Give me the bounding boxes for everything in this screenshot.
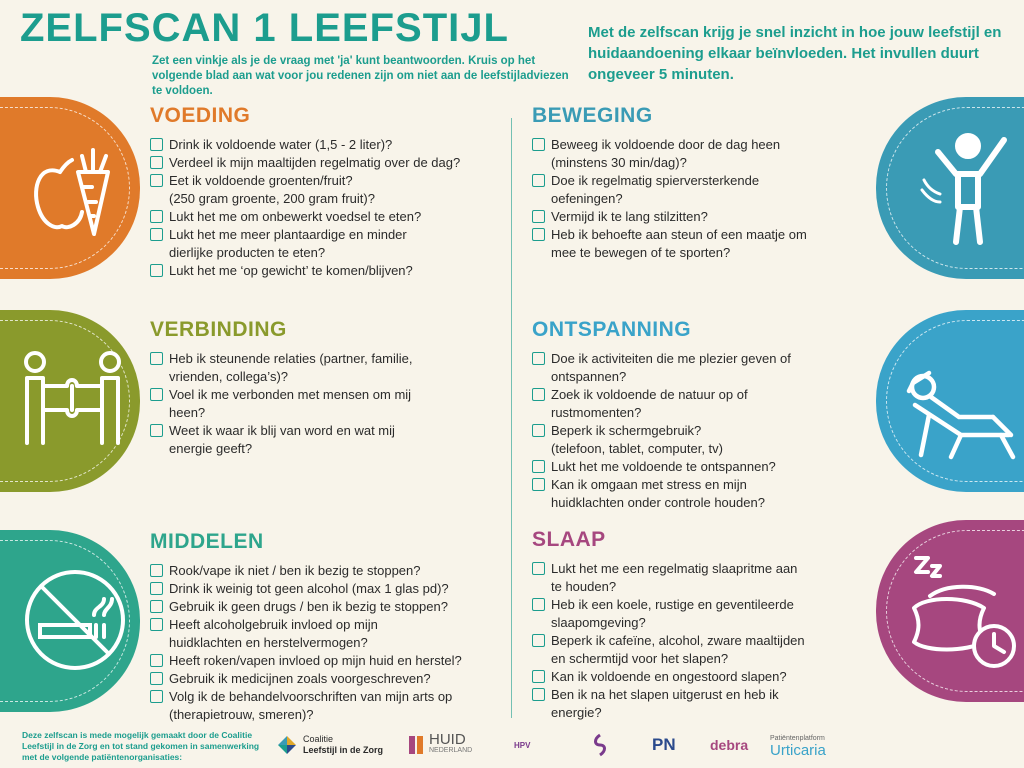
question-text: Weet ik waar ik blij van word en wat mij energie geeft?	[169, 423, 395, 456]
checklist-item	[532, 136, 897, 172]
pillow-clock-icon	[906, 548, 1024, 673]
question-text: Gebruik ik geen drugs / ben ik bezig te stoppen?	[169, 599, 448, 614]
checkbox[interactable]	[532, 388, 545, 401]
checkbox[interactable]	[532, 598, 545, 611]
checkbox[interactable]	[150, 672, 163, 685]
question-text: Lukt het me een regelmatig slaapritme aan te houden?	[551, 561, 798, 594]
question-text: Lukt het me voldoende te ontspannen?	[551, 459, 776, 474]
logo-text: Leefstijl in de Zorg	[303, 745, 384, 755]
checkbox[interactable]	[150, 352, 163, 365]
checklist-item	[532, 458, 897, 476]
checklist-item	[150, 580, 515, 598]
question-text: Lukt het me om onbewerkt voedsel te eten?	[169, 209, 422, 224]
checkbox[interactable]	[532, 562, 545, 575]
checklist-item	[532, 226, 897, 262]
checklist-item	[150, 562, 515, 580]
checkbox[interactable]	[150, 600, 163, 613]
section-title: MIDDELEN	[150, 530, 264, 553]
logo-pn	[652, 730, 676, 760]
checklist-item	[150, 262, 515, 280]
question-text: Gebruik ik medicijnen zoals voorgeschreven?	[169, 671, 431, 686]
question-text: Doe ik regelmatig spierversterkende oefeningen?	[551, 173, 760, 206]
question-text: Drink ik weinig tot geen alcohol (max 1 glas pd)?	[169, 581, 449, 596]
checklist-item	[150, 208, 515, 226]
logo-text: NEDERLAND	[429, 747, 473, 754]
checkbox[interactable]	[150, 228, 163, 241]
logo-debra	[710, 730, 748, 760]
exercise-person-icon	[918, 132, 1018, 247]
question-text: Heb ik steunende relaties (partner, familie, vrienden, collega’s)?	[169, 351, 413, 384]
section-title: VOEDING	[150, 104, 251, 127]
checkbox[interactable]	[150, 654, 163, 667]
checklist-item	[150, 670, 515, 688]
middelen-panel	[0, 530, 140, 712]
checklist-item	[532, 686, 897, 722]
question-text: Kan ik voldoende en ongestoord slapen?	[551, 669, 787, 684]
checkbox[interactable]	[532, 352, 545, 365]
section-slaap	[532, 528, 897, 722]
checkbox[interactable]	[532, 460, 545, 473]
apple-carrot-icon	[30, 142, 120, 237]
question-text: Ben ik na het slapen uitgerust en heb ik energie?	[551, 687, 779, 720]
section-ontspanning	[532, 318, 897, 512]
checklist-item	[532, 172, 897, 208]
question-text: Beperk ik schermgebruik? (telefoon, tablet, computer, tv)	[551, 423, 723, 456]
logo-text: Patiëntenplatform	[770, 735, 825, 742]
question-text: Vermijd ik te lang stilzitten?	[551, 209, 708, 224]
checkbox[interactable]	[532, 138, 545, 151]
checkbox[interactable]	[532, 210, 545, 223]
question-text: Lukt het me meer plantaardige en minder dierlijke producten te eten?	[169, 227, 407, 260]
lounge-chair-icon	[901, 365, 1024, 460]
question-text: Eet ik voldoende groenten/fruit? (250 gram groente, 200 gram fruit)?	[169, 173, 375, 206]
checklist-item	[150, 616, 515, 652]
section-voeding	[150, 104, 515, 280]
section-middelen	[150, 530, 515, 724]
checkbox[interactable]	[150, 618, 163, 631]
checklist-item	[532, 422, 897, 458]
checkbox[interactable]	[150, 138, 163, 151]
people-puzzle-icon	[15, 348, 130, 448]
checklist-item	[150, 172, 515, 208]
checkbox[interactable]	[150, 424, 163, 437]
huid-logo-icon	[408, 734, 426, 756]
logo-text: HPV	[514, 740, 531, 750]
logo-huid	[408, 730, 472, 760]
checklist-item	[532, 208, 897, 226]
checklist-item	[150, 350, 515, 386]
checklist-item	[532, 632, 897, 668]
section-title: SLAAP	[532, 528, 606, 551]
slaap-panel	[876, 520, 1024, 702]
checkbox[interactable]	[532, 670, 545, 683]
checklist-item	[150, 688, 515, 724]
section-title: VERBINDING	[150, 318, 287, 341]
checkbox[interactable]	[150, 210, 163, 223]
question-text: Drink ik voldoende water (1,5 - 2 liter)?	[169, 137, 393, 152]
question-text: Zoek ik voldoende de natuur op of rustmomenten?	[551, 387, 748, 420]
question-list	[532, 350, 897, 512]
question-text: Volg ik de behandelvoorschriften van mijn arts op (therapietrouw, smeren)?	[169, 689, 453, 722]
checkbox[interactable]	[532, 634, 545, 647]
logo-text: debra	[710, 737, 749, 753]
question-list	[150, 562, 515, 724]
question-text: Kan ik omgaan met stress en mijn huidklachten onder controle houden?	[551, 477, 765, 510]
checklist-item	[150, 154, 515, 172]
checkbox[interactable]	[150, 264, 163, 277]
question-text: Heb ik een koele, rustige en geventileerde slaapomgeving?	[551, 597, 794, 630]
checkbox[interactable]	[532, 478, 545, 491]
logo-text: Coalitie	[303, 734, 334, 744]
logo-coalitie	[276, 730, 383, 760]
question-text: Lukt het me ‘op gewicht’ te komen/blijven?	[169, 263, 413, 278]
section-title: ONTSPANNING	[532, 318, 692, 341]
checkbox[interactable]	[532, 424, 545, 437]
verbinding-panel	[0, 310, 140, 492]
logo-urticaria	[770, 730, 826, 760]
checklist-item	[150, 652, 515, 670]
voeding-panel	[0, 97, 140, 279]
question-list	[150, 350, 515, 458]
question-text: Beperk ik cafeïne, alcohol, zware maaltijden en schermtijd voor het slapen?	[551, 633, 805, 666]
question-text: Rook/vape ik niet / ben ik bezig te stoppen?	[169, 563, 421, 578]
logo-text: PN	[652, 735, 676, 754]
coalitie-logo-icon	[276, 734, 298, 756]
beweging-panel	[876, 97, 1024, 279]
checkbox[interactable]	[532, 688, 545, 701]
checklist-item	[532, 560, 897, 596]
section-beweging	[532, 104, 897, 262]
checklist-item	[532, 668, 897, 686]
ontspanning-panel	[876, 310, 1024, 492]
checkbox[interactable]	[532, 174, 545, 187]
psoriasis-logo-icon	[590, 733, 610, 757]
question-list	[532, 136, 897, 262]
checklist-item	[532, 350, 897, 386]
checkbox[interactable]	[150, 690, 163, 703]
intro-text: Met de zelfscan krijg je snel inzicht in hoe jouw leefstijl en huidaandoening elkaar beïnvloeden. Het invullen duurt ongeveer 5 minuten.	[588, 24, 1002, 83]
checkbox[interactable]	[150, 156, 163, 169]
logo-text: HUID	[429, 731, 466, 748]
instructions: Zet een vinkje als je de vraag met 'ja' kunt beantwoorden. Kruis op het volgende blad aan wat voor jou redenen zijn om niet aan de leefstijladviezen te voldoen.	[152, 55, 569, 97]
footer-text: Deze zelfscan is mede mogelijk gemaakt door de Coalitie Leefstijl in de Zorg en tot stand gekomen in samenwerking met de volgende patiëntenorganisaties:	[22, 730, 260, 762]
logo-psoriasis	[590, 730, 610, 760]
checklist-item	[532, 476, 897, 512]
checklist-item	[532, 386, 897, 422]
question-text: Heeft alcoholgebruik invloed op mijn huidklachten en herstelvermogen?	[169, 617, 378, 650]
no-smoking-icon	[20, 565, 130, 675]
logo-hpv	[514, 730, 530, 760]
checkbox[interactable]	[150, 388, 163, 401]
logo-text: Urticaria	[770, 742, 826, 759]
checklist-item	[532, 596, 897, 632]
question-text: Beweeg ik voldoende door de dag heen (minstens 30 min/dag)?	[551, 137, 781, 170]
checkbox[interactable]	[532, 228, 545, 241]
section-title: BEWEGING	[532, 104, 653, 127]
page-title: ZELFSCAN 1 LEEFSTIJL	[20, 6, 509, 50]
checklist-item	[150, 386, 515, 422]
checklist-item	[150, 136, 515, 154]
checklist-item	[150, 422, 515, 458]
question-text: Heeft roken/vapen invloed op mijn huid en herstel?	[169, 653, 462, 668]
question-text: Verdeel ik mijn maaltijden regelmatig over de dag?	[169, 155, 461, 170]
checklist-item	[150, 226, 515, 262]
question-text: Voel ik me verbonden met mensen om mij heen?	[169, 387, 412, 420]
checkbox[interactable]	[150, 564, 163, 577]
question-text: Heb ik behoefte aan steun of een maatje om mee te bewegen of te sporten?	[551, 227, 807, 260]
section-verbinding	[150, 318, 515, 458]
question-list	[532, 560, 897, 722]
checkbox[interactable]	[150, 174, 163, 187]
checklist-item	[150, 598, 515, 616]
question-list	[150, 136, 515, 280]
checkbox[interactable]	[150, 582, 163, 595]
question-text: Doe ik activiteiten die me plezier geven of ontspannen?	[551, 351, 791, 384]
